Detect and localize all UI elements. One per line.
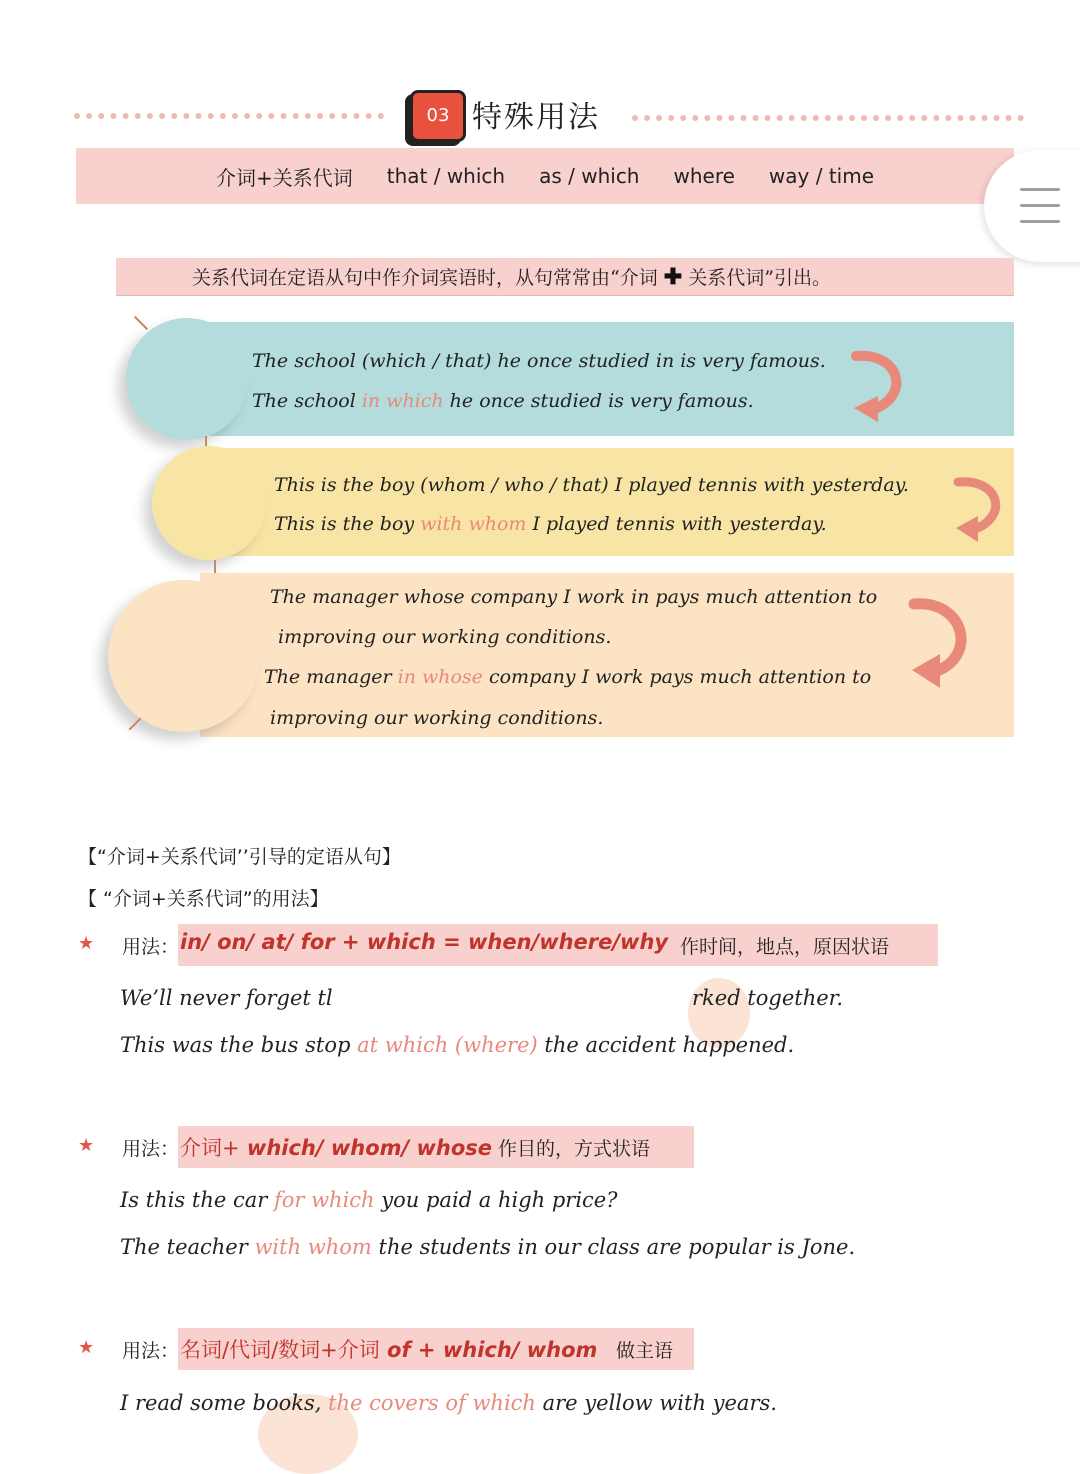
- tab-prep-relative-pronoun[interactable]: 介词+关系代词: [215, 165, 353, 190]
- example-card-2-line-2: This is the boy with whom I played tennis with yesterday.: [274, 513, 827, 535]
- section-heading-2: 【 “介词+关系代词”的用法】: [78, 888, 329, 910]
- header-dotted-line-right: [632, 115, 1024, 121]
- curved-arrow-icon: [952, 474, 1008, 546]
- plus-icon: ✚: [663, 264, 683, 290]
- header-dotted-line-left: [74, 113, 384, 119]
- rule-3-note: 做主语: [616, 1340, 674, 1362]
- rule-2-note: 作目的，方式状语: [498, 1138, 651, 1160]
- tab-that-which[interactable]: that / which: [386, 164, 506, 188]
- example-card-2-circle: [152, 446, 266, 560]
- section-number-badge: 03: [410, 90, 466, 142]
- curved-arrow-icon: [908, 596, 974, 692]
- star-icon: ★: [78, 1337, 95, 1358]
- decor-stick: [214, 560, 216, 574]
- example-card-2: [220, 448, 1014, 556]
- rule-3-label: 用法：: [122, 1340, 180, 1362]
- example-card-1-line-2: The school in which he once studied is very famous.: [252, 390, 754, 412]
- star-icon: ★: [78, 1135, 95, 1156]
- rule-1-note: 作时间，地点，原因状语: [680, 936, 890, 958]
- example-card-2-line-1: This is the boy (whom / who / that) I played tennis with yesterday.: [274, 474, 909, 496]
- menu-button[interactable]: [984, 150, 1080, 262]
- example-card-3-line-2: improving our working conditions.: [278, 626, 612, 648]
- rule-1-example-2: This was the bus stop at which (where) the accident happened.: [120, 1033, 795, 1057]
- decor-stick: [129, 718, 142, 731]
- rule-1-example-1-tail: rked together.: [692, 986, 844, 1010]
- example-card-3-line-3: The manager in whose company I work pays much attention to: [264, 666, 872, 688]
- rule-2-example-2: The teacher with whom the students in our class are popular is Jone.: [120, 1235, 856, 1259]
- intro-text-after: 关系代词”引出。: [688, 267, 831, 289]
- example-card-3-line-1: The manager whose company I work in pays much attention to: [270, 586, 878, 608]
- intro-strip: [116, 258, 1014, 296]
- decor-stick: [134, 316, 148, 330]
- intro-text-before: 关系代词在定语从句中作介词宾语时，从句常常由“介词: [192, 267, 658, 289]
- tab-way-time[interactable]: way / time: [768, 164, 875, 188]
- curved-arrow-icon: [850, 348, 910, 428]
- tab-where[interactable]: where: [673, 164, 735, 188]
- rule-2-example-1: Is this the car for which you paid a high price?: [120, 1188, 618, 1212]
- example-card-3-line-4: improving our working conditions.: [270, 707, 604, 729]
- rule-2-formula: 介词+ which/ whom/ whose: [180, 1136, 493, 1160]
- rule-3-formula: 名词/代词/数词+介词 of + which/ whom: [180, 1338, 598, 1362]
- rule-1-example-1: We’ll never forget tl: [120, 986, 333, 1010]
- rule-2-label: 用法：: [122, 1138, 180, 1160]
- rule-1-formula: in/ on/ at/ for + which = when/where/why: [180, 930, 669, 954]
- example-card-3-circle: [108, 580, 260, 732]
- tab-bar: [76, 148, 1014, 204]
- star-icon: ★: [78, 933, 95, 954]
- section-heading-1: 【“介词+关系代词’’引导的定语从句】: [78, 846, 401, 868]
- example-card-1-line-1: The school (which / that) he once studied in is very famous.: [252, 350, 826, 372]
- tab-as-which[interactable]: as / which: [539, 164, 640, 188]
- rule-3-example-1: I read some books, the covers of which are yellow with years.: [120, 1391, 777, 1415]
- section-title: 特殊用法: [472, 100, 600, 135]
- example-card-1-circle: [126, 318, 248, 440]
- rule-1-label: 用法：: [122, 936, 180, 958]
